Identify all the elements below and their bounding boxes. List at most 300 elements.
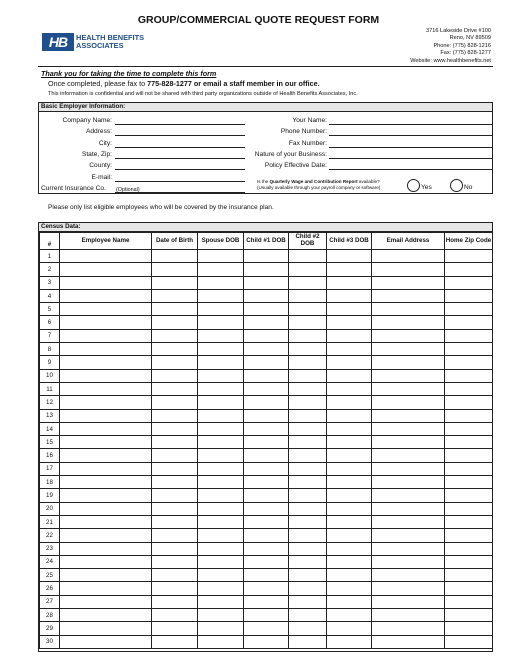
census-cell[interactable] bbox=[60, 329, 152, 342]
census-cell[interactable] bbox=[60, 449, 152, 462]
census-cell[interactable] bbox=[60, 382, 152, 395]
employer-field-input[interactable] bbox=[115, 147, 245, 148]
census-cell[interactable] bbox=[152, 396, 198, 409]
census-cell[interactable] bbox=[244, 250, 289, 263]
census-cell[interactable] bbox=[289, 436, 327, 449]
employer-field-input[interactable] bbox=[115, 124, 245, 125]
census-column-header: Employee Name bbox=[60, 233, 152, 250]
census-cell[interactable] bbox=[198, 595, 244, 608]
census-cell[interactable] bbox=[198, 529, 244, 542]
census-cell[interactable] bbox=[327, 449, 372, 462]
census-cell[interactable] bbox=[198, 289, 244, 302]
census-cell[interactable] bbox=[289, 316, 327, 329]
census-cell[interactable] bbox=[372, 569, 445, 582]
census-cell[interactable] bbox=[198, 462, 244, 475]
employer-info-section bbox=[38, 102, 493, 194]
census-cell[interactable] bbox=[289, 529, 327, 542]
no-radio[interactable] bbox=[450, 179, 463, 192]
census-cell[interactable] bbox=[445, 515, 493, 528]
row-number: 18 bbox=[40, 476, 60, 489]
census-cell[interactable] bbox=[198, 250, 244, 263]
census-cell[interactable] bbox=[372, 582, 445, 595]
census-cell[interactable] bbox=[244, 502, 289, 515]
census-cell[interactable] bbox=[372, 436, 445, 449]
census-cell[interactable] bbox=[327, 622, 372, 635]
census-cell[interactable] bbox=[152, 449, 198, 462]
census-cell[interactable] bbox=[445, 409, 493, 422]
census-cell[interactable] bbox=[372, 449, 445, 462]
logo-mark: HB bbox=[42, 33, 74, 51]
census-cell[interactable] bbox=[327, 609, 372, 622]
census-cell[interactable] bbox=[60, 316, 152, 329]
row-number: 2 bbox=[40, 263, 60, 276]
census-cell[interactable] bbox=[198, 582, 244, 595]
census-cell[interactable] bbox=[244, 462, 289, 475]
census-cell[interactable] bbox=[198, 356, 244, 369]
census-cell[interactable] bbox=[445, 276, 493, 289]
confidentiality-note: This information is confidential and will not be shared with third party organizations outside of Health Benefits Associates, Inc. bbox=[48, 91, 358, 97]
row-number: 21 bbox=[40, 515, 60, 528]
census-cell[interactable] bbox=[289, 356, 327, 369]
employer-field-input[interactable] bbox=[329, 158, 492, 159]
census-cell[interactable] bbox=[327, 515, 372, 528]
census-column-header: Spouse DOB bbox=[198, 233, 244, 250]
census-cell[interactable] bbox=[60, 436, 152, 449]
census-cell[interactable] bbox=[244, 329, 289, 342]
census-cell[interactable] bbox=[60, 409, 152, 422]
table-row bbox=[40, 329, 493, 342]
row-number: 5 bbox=[40, 303, 60, 316]
census-cell[interactable] bbox=[372, 542, 445, 555]
census-cell[interactable] bbox=[445, 369, 493, 382]
census-cell[interactable] bbox=[327, 635, 372, 648]
census-cell[interactable] bbox=[289, 569, 327, 582]
census-section bbox=[38, 222, 493, 652]
census-cell[interactable] bbox=[327, 529, 372, 542]
census-cell[interactable] bbox=[244, 555, 289, 568]
row-number: 20 bbox=[40, 502, 60, 515]
table-row bbox=[40, 263, 493, 276]
census-cell[interactable] bbox=[60, 462, 152, 475]
question-suffix: available? bbox=[357, 179, 380, 184]
census-cell[interactable] bbox=[327, 289, 372, 302]
census-cell[interactable] bbox=[445, 356, 493, 369]
row-number: 1 bbox=[40, 250, 60, 263]
census-cell[interactable] bbox=[289, 409, 327, 422]
census-cell[interactable] bbox=[445, 462, 493, 475]
employer-field-label: State, Zip: bbox=[81, 150, 112, 158]
table-row bbox=[40, 303, 493, 316]
census-cell[interactable] bbox=[198, 609, 244, 622]
census-cell[interactable] bbox=[244, 369, 289, 382]
census-cell[interactable] bbox=[60, 515, 152, 528]
census-cell[interactable] bbox=[372, 555, 445, 568]
employer-field-input[interactable] bbox=[329, 135, 492, 136]
census-cell[interactable] bbox=[372, 462, 445, 475]
census-cell[interactable] bbox=[372, 250, 445, 263]
census-cell[interactable] bbox=[244, 529, 289, 542]
census-cell[interactable] bbox=[198, 569, 244, 582]
census-cell[interactable] bbox=[445, 595, 493, 608]
census-cell[interactable] bbox=[372, 515, 445, 528]
census-cell[interactable] bbox=[152, 356, 198, 369]
census-cell[interactable] bbox=[372, 289, 445, 302]
census-cell[interactable] bbox=[289, 289, 327, 302]
census-cell[interactable] bbox=[445, 316, 493, 329]
census-cell[interactable] bbox=[327, 462, 372, 475]
census-cell[interactable] bbox=[152, 622, 198, 635]
census-cell[interactable] bbox=[327, 382, 372, 395]
census-cell[interactable] bbox=[372, 343, 445, 356]
census-cell[interactable] bbox=[198, 409, 244, 422]
yes-radio[interactable] bbox=[407, 179, 420, 192]
census-cell[interactable] bbox=[445, 622, 493, 635]
census-cell[interactable] bbox=[198, 276, 244, 289]
census-cell[interactable] bbox=[327, 436, 372, 449]
census-cell[interactable] bbox=[372, 635, 445, 648]
employer-field-input[interactable] bbox=[115, 181, 245, 182]
census-cell[interactable] bbox=[152, 369, 198, 382]
census-cell[interactable] bbox=[60, 622, 152, 635]
census-cell[interactable] bbox=[372, 422, 445, 435]
census-cell[interactable] bbox=[152, 502, 198, 515]
census-cell[interactable] bbox=[327, 555, 372, 568]
census-cell[interactable] bbox=[60, 582, 152, 595]
census-cell[interactable] bbox=[244, 356, 289, 369]
row-number: 15 bbox=[40, 436, 60, 449]
census-cell[interactable] bbox=[152, 276, 198, 289]
census-cell[interactable] bbox=[198, 263, 244, 276]
thanks-note: Thank you for taking the time to complete this form bbox=[41, 69, 217, 78]
employer-field-input[interactable] bbox=[115, 169, 245, 170]
census-cell[interactable] bbox=[244, 316, 289, 329]
census-cell[interactable] bbox=[445, 635, 493, 648]
census-cell[interactable] bbox=[198, 316, 244, 329]
census-cell[interactable] bbox=[445, 529, 493, 542]
census-cell[interactable] bbox=[372, 489, 445, 502]
contact-city: Reno, NV 89509 bbox=[449, 35, 491, 42]
census-cell[interactable] bbox=[198, 502, 244, 515]
census-cell[interactable] bbox=[327, 595, 372, 608]
census-column-header: Email Address bbox=[372, 233, 445, 250]
census-cell[interactable] bbox=[60, 343, 152, 356]
census-cell[interactable] bbox=[244, 595, 289, 608]
census-cell[interactable] bbox=[327, 343, 372, 356]
table-row bbox=[40, 462, 493, 475]
census-cell[interactable] bbox=[445, 382, 493, 395]
employer-field-input[interactable] bbox=[329, 147, 492, 148]
census-cell[interactable] bbox=[152, 462, 198, 475]
row-number: 3 bbox=[40, 276, 60, 289]
census-cell[interactable] bbox=[289, 582, 327, 595]
eligibility-note: Please only list eligible employees who will be covered by the insurance plan. bbox=[48, 204, 274, 211]
census-cell[interactable] bbox=[152, 542, 198, 555]
census-cell[interactable] bbox=[152, 289, 198, 302]
census-cell[interactable] bbox=[445, 422, 493, 435]
employer-field-label: Fax Number: bbox=[288, 139, 327, 147]
census-cell[interactable] bbox=[327, 569, 372, 582]
census-cell[interactable] bbox=[244, 303, 289, 316]
census-cell[interactable] bbox=[244, 436, 289, 449]
census-cell[interactable] bbox=[152, 529, 198, 542]
census-cell[interactable] bbox=[445, 489, 493, 502]
census-cell[interactable] bbox=[327, 303, 372, 316]
header-divider bbox=[38, 66, 493, 67]
census-cell[interactable] bbox=[152, 609, 198, 622]
census-cell[interactable] bbox=[198, 329, 244, 342]
row-number: 26 bbox=[40, 582, 60, 595]
census-cell[interactable] bbox=[327, 489, 372, 502]
census-cell[interactable] bbox=[372, 529, 445, 542]
census-cell[interactable] bbox=[289, 276, 327, 289]
no-label: No bbox=[464, 184, 473, 191]
census-cell[interactable] bbox=[372, 316, 445, 329]
census-cell[interactable] bbox=[372, 329, 445, 342]
census-cell[interactable] bbox=[244, 489, 289, 502]
census-cell[interactable] bbox=[60, 263, 152, 276]
census-cell[interactable] bbox=[152, 343, 198, 356]
census-cell[interactable] bbox=[60, 595, 152, 608]
census-cell[interactable] bbox=[60, 369, 152, 382]
census-cell[interactable] bbox=[198, 382, 244, 395]
census-cell[interactable] bbox=[327, 316, 372, 329]
employer-field-input[interactable] bbox=[329, 124, 492, 125]
census-cell[interactable] bbox=[60, 276, 152, 289]
census-cell[interactable] bbox=[60, 542, 152, 555]
census-cell[interactable] bbox=[327, 396, 372, 409]
employer-field-input[interactable] bbox=[115, 158, 245, 159]
census-cell[interactable] bbox=[372, 609, 445, 622]
census-cell[interactable] bbox=[198, 515, 244, 528]
employer-field-label: Nature of your Business: bbox=[254, 150, 327, 158]
census-cell[interactable] bbox=[60, 635, 152, 648]
census-cell[interactable] bbox=[445, 263, 493, 276]
census-cell[interactable] bbox=[445, 502, 493, 515]
row-number: 7 bbox=[40, 329, 60, 342]
census-cell[interactable] bbox=[198, 436, 244, 449]
census-cell[interactable] bbox=[60, 250, 152, 263]
census-cell[interactable] bbox=[289, 343, 327, 356]
census-cell[interactable] bbox=[289, 382, 327, 395]
census-cell[interactable] bbox=[445, 476, 493, 489]
census-cell[interactable] bbox=[198, 542, 244, 555]
census-cell[interactable] bbox=[445, 582, 493, 595]
census-cell[interactable] bbox=[327, 356, 372, 369]
census-cell[interactable] bbox=[289, 476, 327, 489]
census-cell[interactable] bbox=[289, 542, 327, 555]
contact-website[interactable]: Website: www.healthbenefits.net bbox=[410, 57, 491, 64]
employer-field-input[interactable] bbox=[115, 135, 245, 136]
census-cell[interactable] bbox=[152, 582, 198, 595]
census-cell[interactable] bbox=[327, 409, 372, 422]
contact-phone: Phone: (775) 828-1216 bbox=[433, 42, 491, 49]
census-cell[interactable] bbox=[152, 422, 198, 435]
census-cell[interactable] bbox=[445, 303, 493, 316]
census-cell[interactable] bbox=[327, 250, 372, 263]
census-cell[interactable] bbox=[327, 542, 372, 555]
census-cell[interactable] bbox=[152, 476, 198, 489]
census-cell[interactable] bbox=[198, 635, 244, 648]
census-cell[interactable] bbox=[289, 369, 327, 382]
census-cell[interactable] bbox=[244, 542, 289, 555]
census-cell[interactable] bbox=[60, 609, 152, 622]
census-cell[interactable] bbox=[198, 622, 244, 635]
census-cell[interactable] bbox=[289, 250, 327, 263]
census-cell[interactable] bbox=[244, 515, 289, 528]
census-cell[interactable] bbox=[152, 316, 198, 329]
census-cell[interactable] bbox=[60, 356, 152, 369]
census-cell[interactable] bbox=[327, 582, 372, 595]
census-cell[interactable] bbox=[372, 476, 445, 489]
census-cell[interactable] bbox=[289, 396, 327, 409]
insurance-field[interactable] bbox=[115, 192, 245, 193]
census-cell[interactable] bbox=[372, 396, 445, 409]
census-cell[interactable] bbox=[60, 476, 152, 489]
census-cell[interactable] bbox=[60, 289, 152, 302]
census-cell[interactable] bbox=[152, 409, 198, 422]
census-cell[interactable] bbox=[327, 422, 372, 435]
census-cell[interactable] bbox=[445, 436, 493, 449]
census-cell[interactable] bbox=[372, 263, 445, 276]
census-cell[interactable] bbox=[372, 369, 445, 382]
census-cell[interactable] bbox=[244, 476, 289, 489]
census-cell[interactable] bbox=[445, 542, 493, 555]
census-cell[interactable] bbox=[244, 622, 289, 635]
yes-label: Yes bbox=[421, 184, 432, 191]
census-cell[interactable] bbox=[372, 502, 445, 515]
census-cell[interactable] bbox=[198, 555, 244, 568]
census-cell[interactable] bbox=[198, 303, 244, 316]
census-cell[interactable] bbox=[289, 449, 327, 462]
census-cell[interactable] bbox=[445, 569, 493, 582]
census-cell[interactable] bbox=[152, 329, 198, 342]
census-cell[interactable] bbox=[60, 569, 152, 582]
row-number: 14 bbox=[40, 422, 60, 435]
census-cell[interactable] bbox=[244, 409, 289, 422]
census-cell[interactable] bbox=[244, 635, 289, 648]
census-cell[interactable] bbox=[289, 462, 327, 475]
census-cell[interactable] bbox=[289, 502, 327, 515]
census-cell[interactable] bbox=[244, 569, 289, 582]
census-cell[interactable] bbox=[445, 555, 493, 568]
census-cell[interactable] bbox=[152, 635, 198, 648]
census-cell[interactable] bbox=[198, 422, 244, 435]
row-number: 22 bbox=[40, 529, 60, 542]
census-cell[interactable] bbox=[60, 303, 152, 316]
census-cell[interactable] bbox=[60, 502, 152, 515]
census-cell[interactable] bbox=[289, 555, 327, 568]
census-cell[interactable] bbox=[152, 303, 198, 316]
census-cell[interactable] bbox=[198, 476, 244, 489]
row-number: 16 bbox=[40, 449, 60, 462]
census-cell[interactable] bbox=[152, 263, 198, 276]
table-row bbox=[40, 343, 493, 356]
census-cell[interactable] bbox=[152, 515, 198, 528]
census-cell[interactable] bbox=[152, 489, 198, 502]
census-cell[interactable] bbox=[372, 276, 445, 289]
census-cell[interactable] bbox=[244, 449, 289, 462]
census-cell[interactable] bbox=[327, 369, 372, 382]
census-cell[interactable] bbox=[372, 595, 445, 608]
census-cell[interactable] bbox=[244, 396, 289, 409]
census-cell[interactable] bbox=[152, 595, 198, 608]
census-cell[interactable] bbox=[289, 303, 327, 316]
census-cell[interactable] bbox=[152, 555, 198, 568]
census-cell[interactable] bbox=[152, 382, 198, 395]
census-cell[interactable] bbox=[244, 276, 289, 289]
row-number: 12 bbox=[40, 396, 60, 409]
census-cell[interactable] bbox=[289, 609, 327, 622]
census-cell[interactable] bbox=[60, 529, 152, 542]
census-cell[interactable] bbox=[289, 622, 327, 635]
census-cell[interactable] bbox=[60, 489, 152, 502]
census-cell[interactable] bbox=[445, 329, 493, 342]
census-cell[interactable] bbox=[289, 635, 327, 648]
census-cell[interactable] bbox=[289, 263, 327, 276]
census-cell[interactable] bbox=[244, 343, 289, 356]
census-cell[interactable] bbox=[327, 476, 372, 489]
table-row bbox=[40, 289, 493, 302]
census-cell[interactable] bbox=[445, 396, 493, 409]
census-cell[interactable] bbox=[60, 396, 152, 409]
census-cell[interactable] bbox=[60, 555, 152, 568]
fax-instructions-prefix: Once completed, please fax to bbox=[48, 79, 148, 88]
census-cell[interactable] bbox=[327, 263, 372, 276]
census-cell[interactable] bbox=[327, 329, 372, 342]
census-cell[interactable] bbox=[327, 502, 372, 515]
census-cell[interactable] bbox=[198, 449, 244, 462]
census-cell[interactable] bbox=[327, 276, 372, 289]
table-row bbox=[40, 276, 493, 289]
census-cell[interactable] bbox=[372, 382, 445, 395]
census-cell[interactable] bbox=[445, 289, 493, 302]
census-cell[interactable] bbox=[372, 622, 445, 635]
census-cell[interactable] bbox=[244, 382, 289, 395]
census-cell[interactable] bbox=[152, 436, 198, 449]
census-cell[interactable] bbox=[445, 250, 493, 263]
census-cell[interactable] bbox=[244, 422, 289, 435]
employer-field-input[interactable] bbox=[329, 169, 492, 170]
census-cell[interactable] bbox=[244, 582, 289, 595]
census-cell[interactable] bbox=[289, 515, 327, 528]
census-cell[interactable] bbox=[244, 263, 289, 276]
census-cell[interactable] bbox=[445, 343, 493, 356]
census-cell[interactable] bbox=[372, 303, 445, 316]
census-cell[interactable] bbox=[289, 422, 327, 435]
row-number: 13 bbox=[40, 409, 60, 422]
census-cell[interactable] bbox=[289, 329, 327, 342]
census-cell[interactable] bbox=[372, 356, 445, 369]
census-cell[interactable] bbox=[60, 422, 152, 435]
census-cell[interactable] bbox=[289, 595, 327, 608]
census-cell[interactable] bbox=[445, 449, 493, 462]
census-cell[interactable] bbox=[244, 609, 289, 622]
census-cell[interactable] bbox=[152, 569, 198, 582]
census-cell[interactable] bbox=[198, 396, 244, 409]
question-note: (Usually available through your payroll company or software) bbox=[257, 184, 381, 190]
insurance-hint-text: (Optional) bbox=[116, 187, 140, 193]
census-cell[interactable] bbox=[198, 489, 244, 502]
census-cell[interactable] bbox=[372, 409, 445, 422]
logo-text bbox=[76, 34, 144, 50]
census-cell[interactable] bbox=[445, 609, 493, 622]
census-cell[interactable] bbox=[198, 369, 244, 382]
census-cell[interactable] bbox=[198, 343, 244, 356]
census-cell[interactable] bbox=[289, 489, 327, 502]
census-cell[interactable] bbox=[244, 289, 289, 302]
table-row bbox=[40, 382, 493, 395]
census-cell[interactable] bbox=[152, 250, 198, 263]
